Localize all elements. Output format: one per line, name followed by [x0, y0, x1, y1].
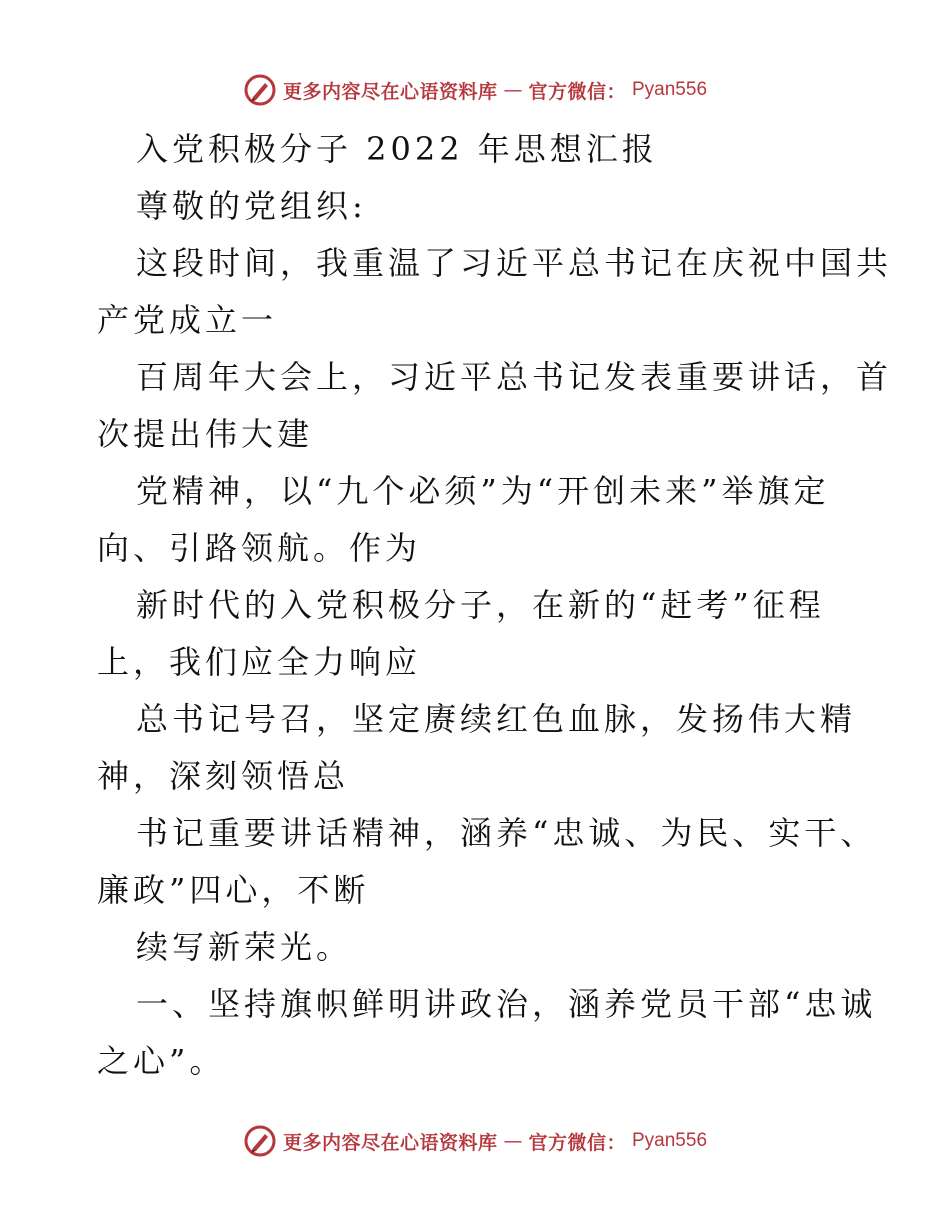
watermark-handle: Pyan556 — [632, 1130, 708, 1151]
footer-watermark — [0, 1121, 950, 1161]
pen-logo-icon — [243, 1124, 277, 1158]
text-line: 新时代的入党积极分子，在新的“赶考”征程 — [136, 586, 825, 624]
text-line: 廉政”四心，不断 — [97, 871, 370, 909]
text-line: 神，深刻领悟总 — [97, 757, 350, 795]
text-line: 书记重要讲话精神，涵养“忠诚、为民、实干、 — [136, 814, 877, 852]
text-line: 产党成立一 — [97, 301, 278, 339]
text-line: 向、引路领航。作为 — [97, 529, 422, 567]
watermark-official-text: 官方微信： — [528, 1131, 626, 1154]
watermark-separator: — — [503, 1130, 523, 1152]
text-line: 尊敬的党组织: — [136, 187, 367, 225]
text-line: 一、坚持旗帜鲜明讲政治，涵养党员干部“忠诚 — [136, 985, 877, 1023]
watermark-brand-text: 更多内容尽在心语资料库 — [282, 1131, 498, 1154]
watermark-official-text: 官方微信： — [528, 80, 626, 103]
text-line: 这段时间，我重温了习近平总书记在庆祝中国共 — [136, 244, 893, 282]
text-line: 上，我们应全力响应 — [97, 643, 422, 681]
watermark-separator: — — [503, 79, 523, 101]
text-line: 总书记号召，坚定赓续红色血脉，发扬伟大精 — [136, 700, 857, 738]
header-watermark — [0, 70, 950, 110]
text-line: 续写新荣光。 — [136, 928, 353, 966]
watermark-handle: Pyan556 — [632, 79, 708, 100]
document-title: 入党积极分子 2022 年思想汇报 — [136, 130, 658, 168]
document-body — [97, 121, 893, 1090]
text-line: 党精神，以“九个必须”为“开创未来”举旗定 — [136, 472, 830, 510]
watermark-brand-text: 更多内容尽在心语资料库 — [282, 80, 498, 103]
pen-logo-icon — [243, 73, 277, 107]
text-line: 之心”。 — [97, 1042, 226, 1080]
text-line: 次提出伟大建 — [97, 415, 314, 453]
text-line: 百周年大会上，习近平总书记发表重要讲话，首 — [136, 358, 893, 396]
